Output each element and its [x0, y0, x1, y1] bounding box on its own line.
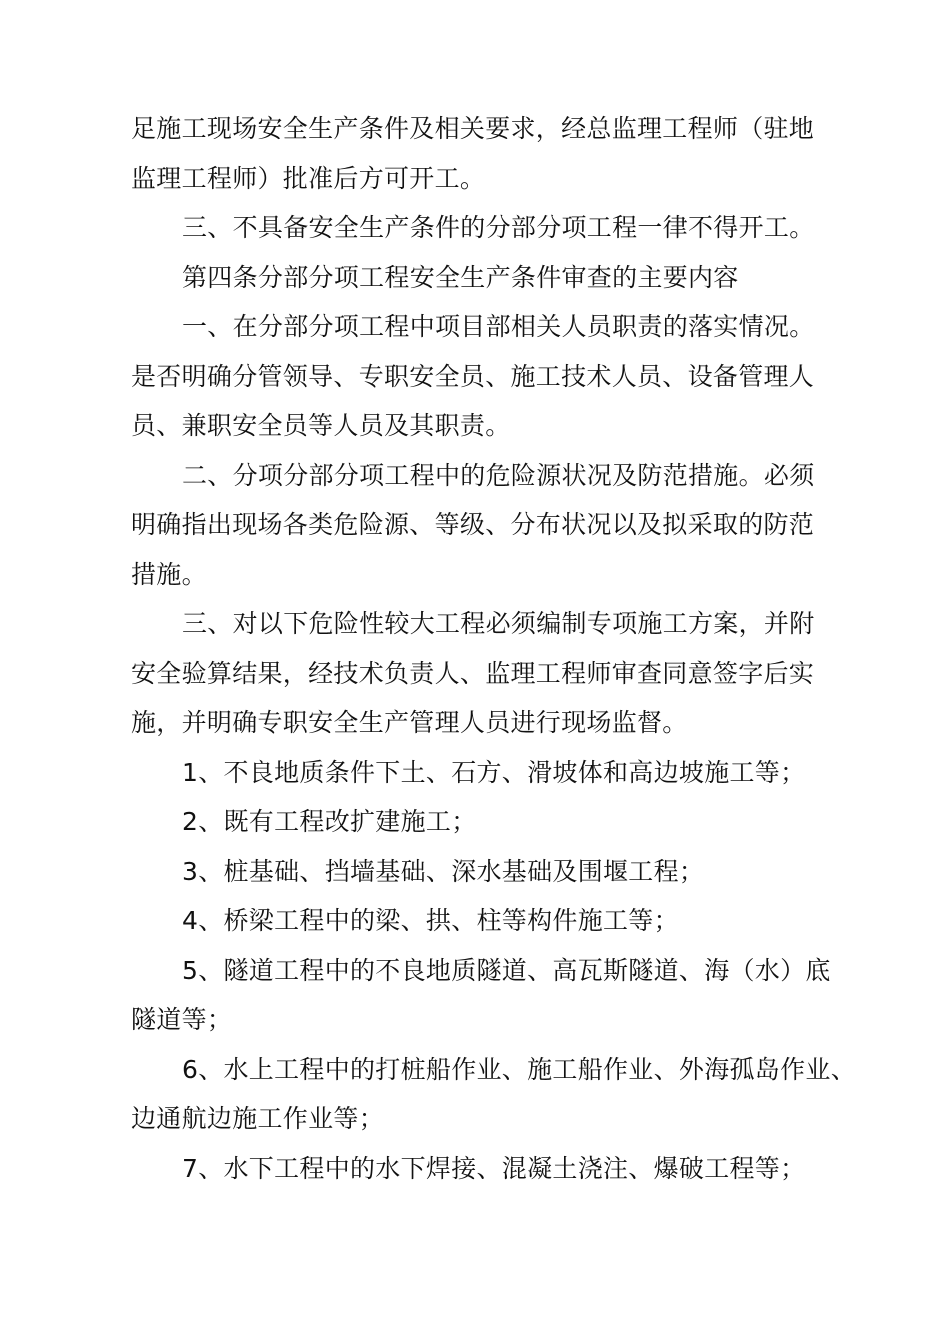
list-item-continuation: 隧道等；	[131, 1005, 233, 1034]
text-line: 安全验算结果，经技术负责人、监理工程师审查同意签字后实	[131, 658, 815, 688]
text-line: 监理工程师）批准后方可开工。	[131, 163, 486, 193]
text-line: 是否明确分管领导、专职安全员、施工技术人员、设备管理人	[131, 361, 815, 391]
list-item: 4、桥梁工程中的梁、拱、柱等构件施工等；	[182, 906, 679, 935]
text-line: 三、对以下危险性较大工程必须编制专项施工方案，并附	[182, 609, 815, 638]
section-heading: 第四条分部分项工程安全生产条件审查的主要内容	[182, 262, 739, 292]
list-item-continuation: 边通航边施工作业等；	[131, 1104, 385, 1133]
text-line: 二、分项分部分项工程中的危险源状况及防范措施。必须	[182, 460, 815, 490]
list-item: 6、水上工程中的打桩船作业、施工船作业、外海孤岛作业、	[182, 1054, 857, 1084]
list-item: 5、隧道工程中的不良地质隧道、高瓦斯隧道、海（水）底	[182, 955, 831, 985]
text-line: 一、在分部分项工程中项目部相关人员职责的落实情况。	[182, 312, 815, 341]
text-line: 员、兼职安全员等人员及其职责。	[131, 411, 511, 440]
text-line: 明确指出现场各类危险源、等级、分布状况以及拟采取的防范	[131, 510, 815, 539]
document-body	[131, 104, 857, 1193]
text-line: 施，并明确专职安全生产管理人员进行现场监督。	[131, 708, 688, 737]
list-item: 1、不良地质条件下土、石方、滑坡体和高边坡施工等；	[182, 757, 806, 787]
list-item: 3、桩基础、挡墙基础、深水基础及围堰工程；	[182, 856, 705, 886]
list-item: 2、既有工程改扩建施工；	[182, 807, 477, 836]
text-line: 足施工现场安全生产条件及相关要求，经总监理工程师（驻地	[131, 114, 815, 143]
list-item: 7、水下工程中的水下焊接、混凝土浇注、爆破工程等；	[182, 1153, 806, 1183]
text-line: 措施。	[131, 559, 207, 589]
text-line: 三、不具备安全生产条件的分部分项工程一律不得开工。	[182, 213, 815, 242]
